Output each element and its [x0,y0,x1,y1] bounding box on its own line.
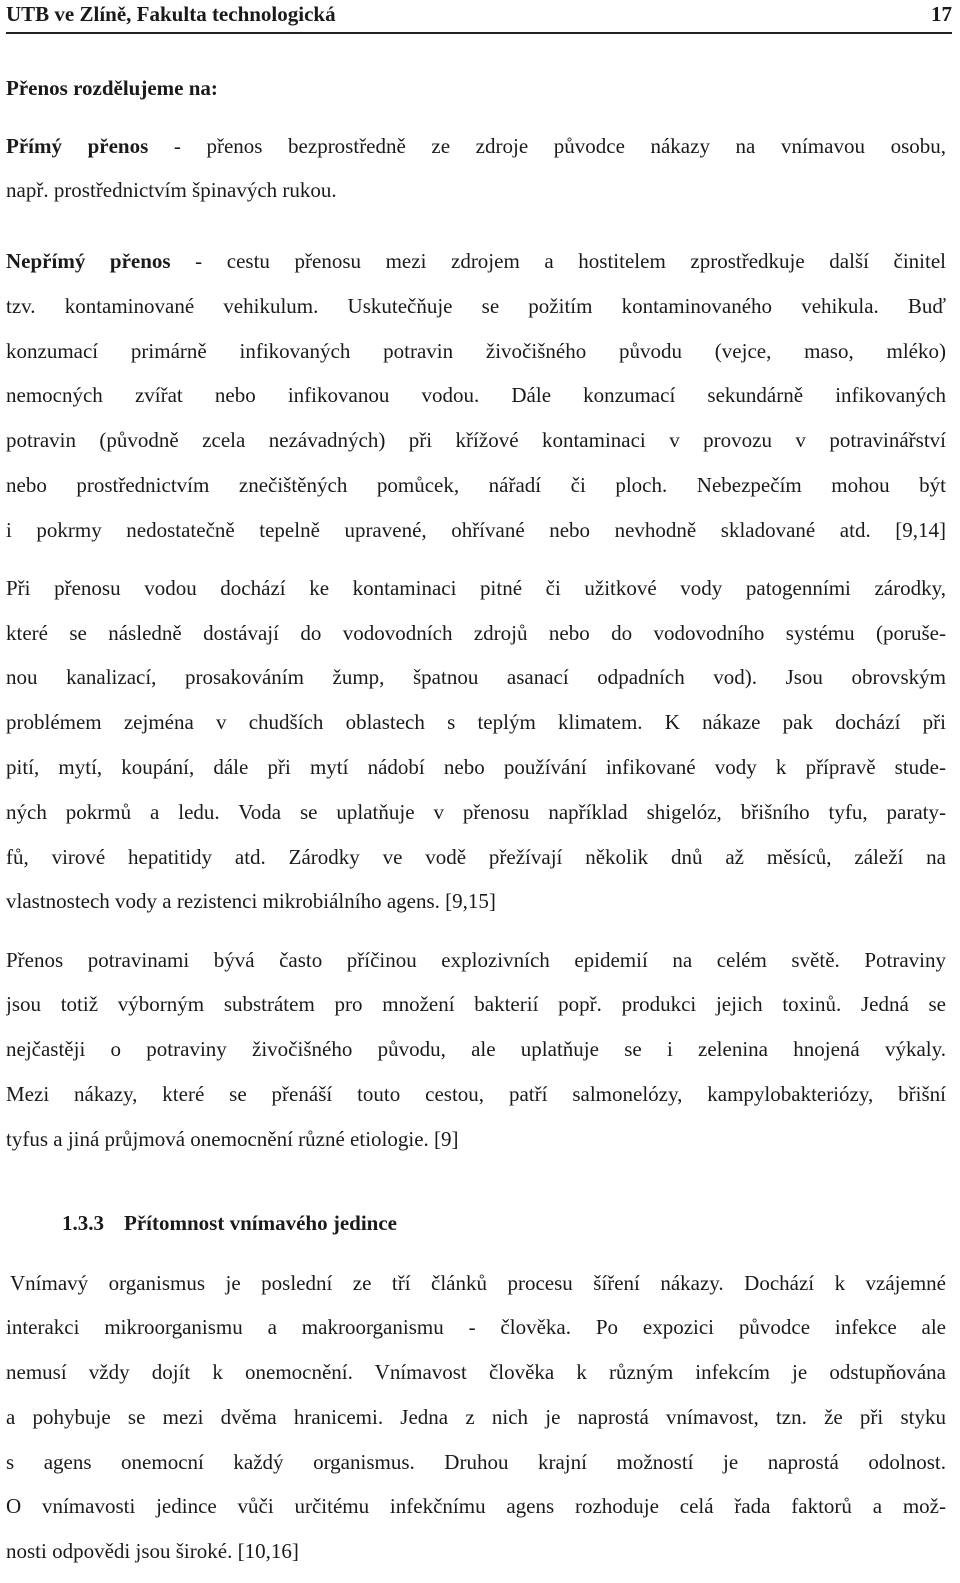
text-line: které se následně dostávají do vodovodních zdrojů nebo do vodovodního systému (poruše- [6,621,946,645]
page-number: 17 [931,2,952,26]
text-line: vlastnostech vody a rezistenci mikrobiálního agens. [9,15] [6,889,496,913]
text-line: konzumací primárně infikovaných potravin živočišného původu (vejce, maso, mléko) [6,339,946,363]
text-line: nou kanalizací, prosakováním žump, špatnou asanací odpadních vod). Jsou obrovským [6,665,946,689]
text-line: potravin (původně zcela nezávadných) při křížové kontaminaci v provozu v potravinářství [6,428,946,452]
term-direct: Přímý přenos [6,134,149,158]
subsection-heading [62,1210,397,1236]
header-title: UTB ve Zlíně, Fakulta technologická [6,2,336,26]
text-line: interakci mikroorganismu a makroorganismu - člověka. Po expozici původce infekce ale [6,1315,946,1339]
text-line: nemocných zvířat nebo infikovanou vodou. Dále konzumací sekundárně infikovaných [6,383,946,407]
text-line: např. prostřednictvím špinavých rukou. [6,178,337,202]
subsection-title: Přítomnost vnímavého jedince [124,1211,397,1235]
text-line: i pokrmy nedostatečně tepelně upravené, ohřívané nebo nevhodně skladované atd. [9,14] [6,518,946,542]
term-indirect: Nepřímý přenos [6,249,171,273]
text-line: nejčastěji o potraviny živočišného původu, ale uplatňuje se i zelenina hnojená výkaly. [6,1037,946,1061]
text-line: nebo prostřednictvím znečištěných pomůcek, nářadí či ploch. Nebezpečím mohou být [6,473,946,497]
section-title: Přenos rozdělujeme na: [6,76,218,100]
text-line: Vnímavý organismus je poslední ze tří článků procesu šíření nákazy. Dochází k vzájemné [10,1271,946,1295]
text-line: tyfus a jiná průjmová onemocnění různé etiologie. [9] [6,1127,459,1151]
text-line: O vnímavosti jedince vůči určitému infekčnímu agens rozhoduje celá řada faktorů a mož- [6,1494,946,1518]
text-line: ných pokrmů a ledu. Voda se uplatňuje v přenosu například shigelóz, břišního tyfu, paraty- [6,800,946,824]
text-line: Přenos potravinami bývá často příčinou explozivních epidemií na celém světě. Potraviny [6,948,946,972]
text-line: Nepřímý přenos - cestu přenosu mezi zdrojem a hostitelem zprostředkuje další činitel [6,249,946,273]
text-line: a pohybuje se mezi dvěma hranicemi. Jedna z nich je naprostá vnímavost, tzn. že při styku [6,1405,946,1429]
text-line: Mezi nákazy, které se přenáší touto cestou, patří salmonelózy, kampylobakteriózy, břišní [6,1082,946,1106]
subsection-number: 1.3.3 [62,1211,104,1235]
text-line: pití, mytí, koupání, dále při mytí nádobí nebo používání infikované vody k přípravě stude- [6,755,946,779]
text-line: problémem zejména v chudších oblastech s teplým klimatem. K nákaze pak dochází při [6,710,946,734]
page-header [6,0,952,34]
text-line: s agens onemocní každý organismus. Druhou krajní možností je naprostá odolnost. [6,1450,946,1474]
text-line: fů, virové hepatitidy atd. Zárodky ve vodě přežívají několik dnů až měsíců, záleží na [6,845,946,869]
text-line: tzv. kontaminované vehikulum. Uskutečňuje se požitím kontaminovaného vehikula. Buď [6,294,946,318]
text-line: Při přenosu vodou dochází ke kontaminaci pitné či užitkové vody patogenními zárodky, [6,576,946,600]
text-line: nemusí vždy dojít k onemocnění. Vnímavost člověka k různým infekcím je odstupňována [6,1360,946,1384]
text-line: nosti odpovědi jsou široké. [10,16] [6,1539,299,1563]
text-line: jsou totiž výborným substrátem pro množení bakterií popř. produkci jejich toxinů. Jedná se [6,992,946,1016]
text-line: Přímý přenos - přenos bezprostředně ze zdroje původce nákazy na vnímavou osobu, [6,134,946,158]
